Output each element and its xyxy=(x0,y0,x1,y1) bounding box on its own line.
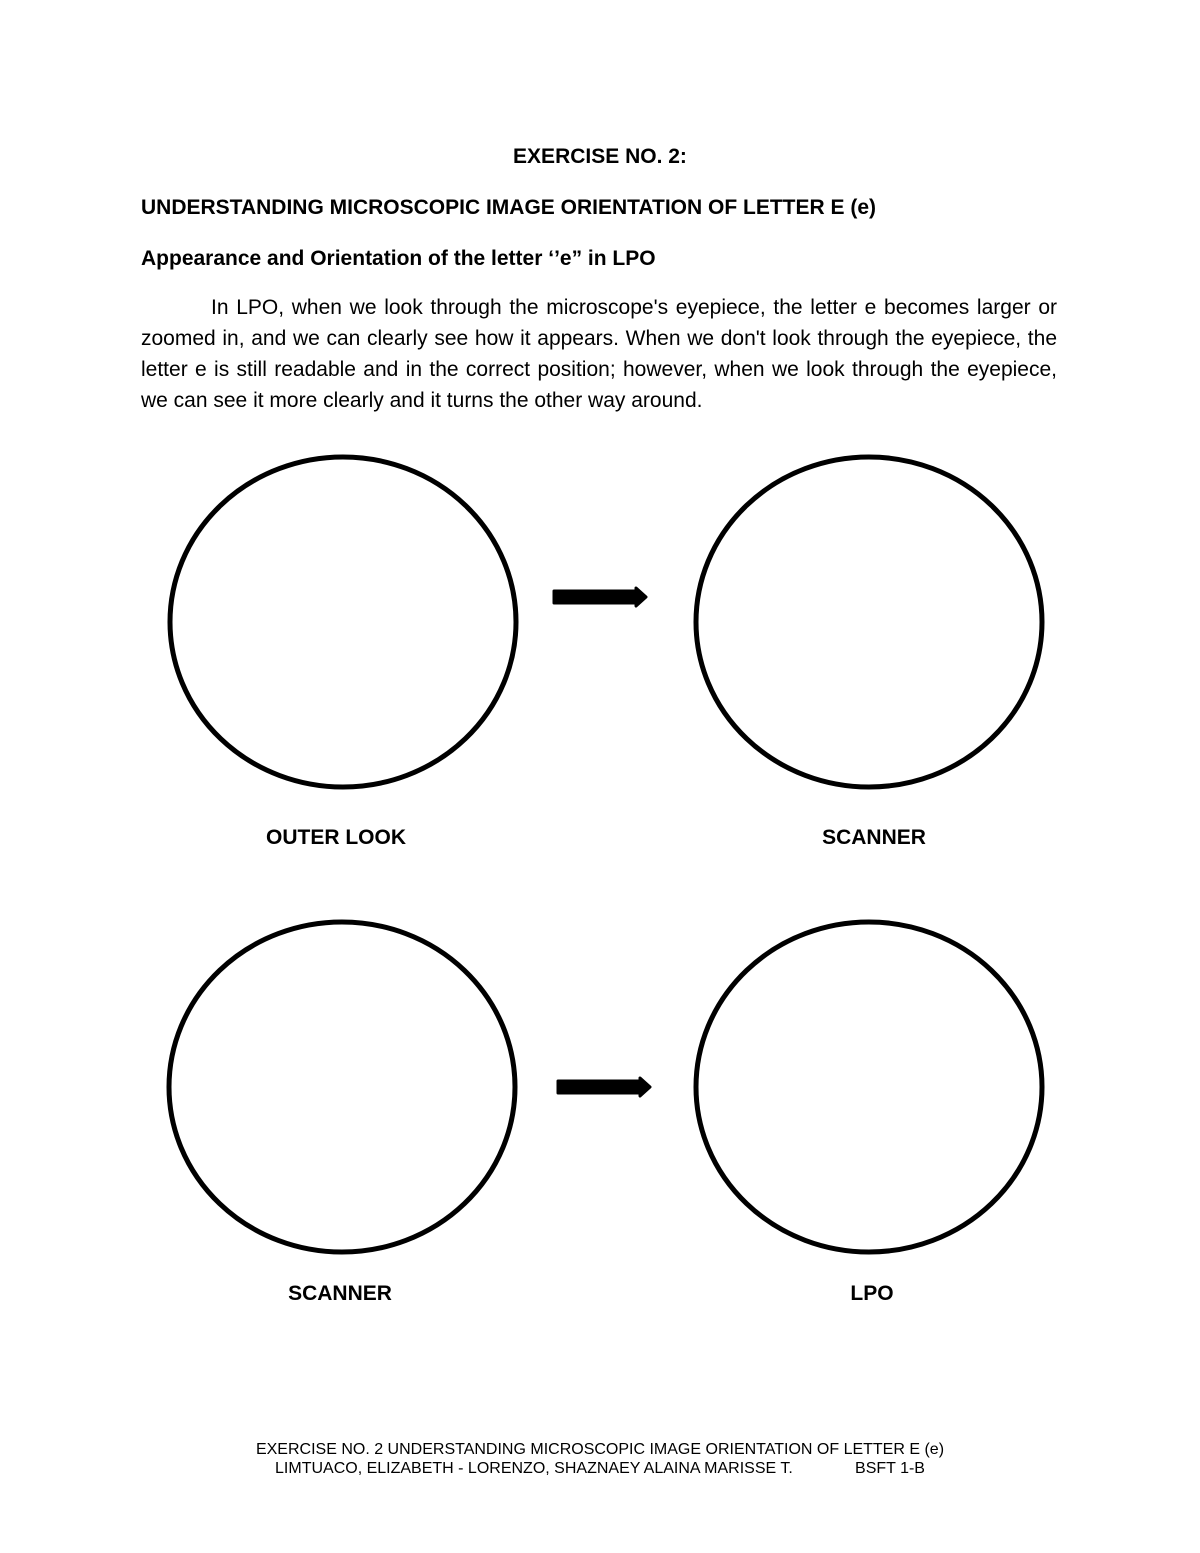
page-footer xyxy=(0,1440,1200,1478)
scanner-circle-bottom xyxy=(169,922,515,1252)
lpo-label: LPO xyxy=(850,1282,894,1305)
outer-look-label: OUTER LOOK xyxy=(266,826,406,849)
body-paragraph: In LPO, when we look through the microscope's eyepiece, the letter e becomes larger or zoomed in, and we can clearly see how it appears. When we don't look through the eyepiece, the letter e is still readable and in the correct position; however, when we look through the eyepiece, we can see it more clearly and it turns the other way around. xyxy=(141,296,1057,412)
page-title: EXERCISE NO. 2: xyxy=(513,145,687,168)
scanner-label-top: SCANNER xyxy=(822,826,926,849)
document-subtitle: UNDERSTANDING MICROSCOPIC IMAGE ORIENTATION OF LETTER E (e) xyxy=(141,196,876,219)
scanner-label-bottom: SCANNER xyxy=(288,1282,392,1305)
right-arrow-icon xyxy=(554,588,646,606)
footer-title: EXERCISE NO. 2 UNDERSTANDING MICROSCOPIC IMAGE ORIENTATION OF LETTER E (e) xyxy=(255,1441,945,1458)
footer-section: BSFT 1-B xyxy=(855,1460,925,1477)
scanner-circle-top xyxy=(696,457,1042,787)
lpo-circle xyxy=(696,922,1042,1252)
footer-credits xyxy=(0,1459,1200,1478)
outer-look-circle xyxy=(170,457,516,787)
right-arrow-icon xyxy=(558,1078,650,1096)
section-heading: Appearance and Orientation of the letter ‘’e” in LPO xyxy=(141,247,656,270)
footer-authors: LIMTUACO, ELIZABETH - LORENZO, SHAZNAEY ALAINA MARISSE T. xyxy=(275,1460,793,1477)
